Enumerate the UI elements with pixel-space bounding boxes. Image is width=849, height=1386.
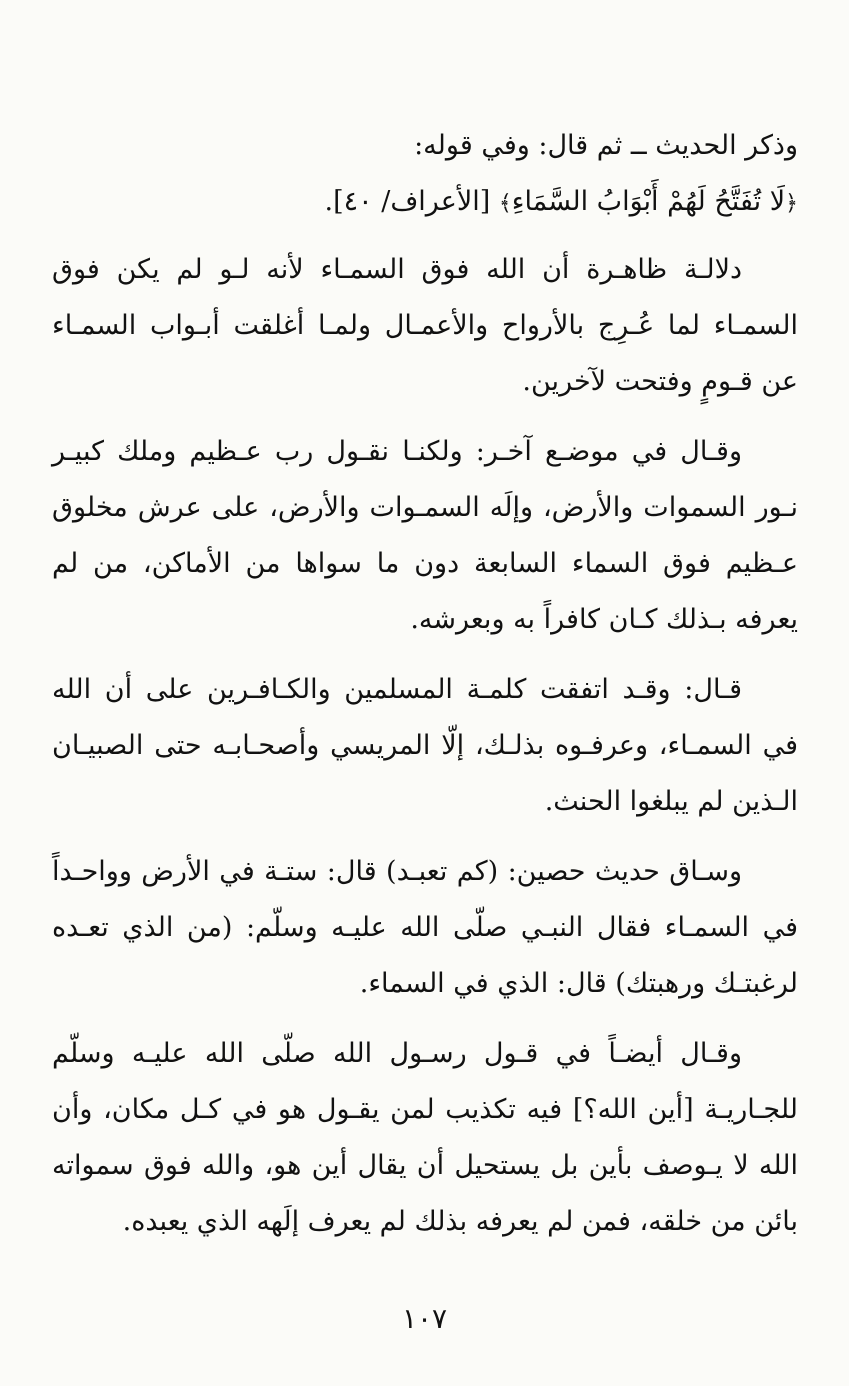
quran-close-bracket: ﴾ — [498, 191, 512, 216]
paragraph-5: وقـال أيضـاً في قـول رسـول الله صلّى الله عليـه وسلّم للجـاريـة [أين الله؟] فيه تكذيب لمن يقـول هو في كـل مكان، وأن الله لا يـوصف بأين بل يستحيل أن يقال أين هو، والله فوق سمواته بائن من خلقه، فمن لم يعرفه بذلك لم يعرف إلَهه الذي يعبده. — [52, 1038, 798, 1237]
quran-open-bracket: ﴿ — [785, 191, 798, 216]
page-number: ١٠٧ — [401, 1302, 448, 1335]
intro-line: وذكر الحديث ــ ثم قال: وفي قوله: — [414, 130, 798, 161]
quran-verse: لَا تُفَتَّحُ لَهُمْ أَبْوَابُ السَّمَاءِ — [511, 186, 786, 217]
paragraph-4: وسـاق حديث حصين: (كم تعبـد) قال: ستـة في الأرض وواحـداً في السمـاء فقال النبـي صلّى الله عليـه وسلّم: (من الذي تعـده لرغبتـك ورهبتك) قال: الذي في السماء. — [52, 856, 798, 999]
paragraph-1: دلالـة ظاهـرة أن الله فوق السمـاء لأنه لـو لم يكن فوق السمـاء لما عُـرِج بالأرواح والأعمـال ولمـا أغلقت أبـواب السمـاء عن قـومٍ وفتحت لآخرين. — [52, 254, 798, 397]
quran-verse-line — [52, 174, 798, 232]
paragraph-3: قـال: وقـد اتفقت كلمـة المسلمين والكـافـرين على أن الله في السمـاء، وعرفـوه بذلـك، إلّا المريسي وأصحـابـه حتى الصبيـان الـذين لم يبلغوا الحنث. — [52, 674, 798, 817]
paragraph-2: وقـال في موضـع آخـر: ولكنـا نقـول رب عـظيم وملك كبيـر نـور السموات والأرض، وإلَه السمـوات والأرض، على عرش مخلوق عـظيم فوق السماء السابعة دون ما سواها من الأماكن، من لم يعرفه بـذلك كـان كافراً به وبعرشه. — [52, 436, 798, 635]
quran-citation: [الأعراف/ ٤٠]. — [324, 186, 491, 217]
page-text — [52, 118, 798, 1250]
